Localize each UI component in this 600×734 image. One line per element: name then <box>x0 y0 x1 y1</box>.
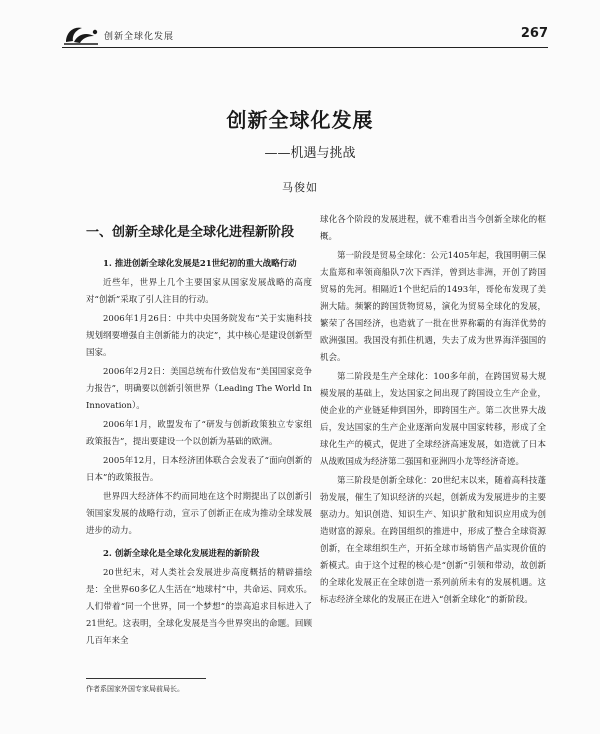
paragraph: 2006年1月26日：中共中央国务院发布“关于实施科技规划纲要增强自主创新能力的决定”，其中核心是建设创新型国家。 <box>86 314 312 358</box>
section-heading: 一、创新全球化是全球化进程新阶段 <box>86 225 295 240</box>
paragraph: 2005年12月，日本经济团体联合会发表了“面向创新的日本”的政策报告。 <box>86 456 312 483</box>
right-column <box>320 212 546 611</box>
left-column <box>86 212 312 652</box>
paragraph: 第三阶段是创新全球化：20世纪末以来，随着高科技蓬勃发展，催生了知识经济的兴起，创新成为发展进步的主要驱动力。知识创造、知识生产、知识扩散和知识应用成为创造财富的源泉。在跨国组织的推进中，形成了整合全球资源创新，在全球组织生产，开拓全球市场销售产品实现价值的新模式。由于这个过程的核心是“创新”引领和带动，故创新的全球化发展正在全球创造一系列前所未有的发展机遇。这标志经济全球化的发展正在进入“创新全球化”的新阶段。 <box>320 476 546 605</box>
article-author: 马俊如 <box>282 181 318 194</box>
page-header <box>62 24 548 46</box>
article-subtitle: ——机遇与挑战 <box>264 146 356 161</box>
page-number: 267 <box>520 26 548 41</box>
header-rule <box>62 47 548 48</box>
paragraph: 第二阶段是生产全球化：100多年前，在跨国贸易大规模发展的基础上，发达国家之间出现了跨国设立生产企业，使企业的产业链延伸到国外，即跨国生产。第二次世界大战后，发达国家的生产企业逐渐向发展中国家转移，形成了全球化生产的模式，促进了全球经济高速发展，如造就了日本从战败国成为经济第二强国和亚洲四小龙等经济奇迹。 <box>320 372 546 467</box>
subsection-heading-1: 1. 推进创新全球化发展是21世纪初的重大战略行动 <box>103 259 297 269</box>
subsection-heading-2: 2. 创新全球化是全球化发展进程的新阶段 <box>103 549 260 559</box>
paragraph: 第一阶段是贸易全球化：公元1405年起，我国明朝三保太监郑和率领商船队7次下西洋，曾到达非洲，开创了跨国贸易的先河。相隔近1个世纪后的1493年，哥伦布发现了美洲大陆。频繁的跨国货物贸易，演化为贸易全球化的发展，繁荣了各国经济，也造就了一批在世界称霸的有海洋优势的欧洲强国。我国没有抓住机遇，失去了成为世界海洋强国的机会。 <box>320 251 546 363</box>
paragraph: 2006年2月2日：美国总统布什致信发布“美国国家竞争力报告”，明确要以创新引领世界（Leading The World In Innovation）。 <box>86 367 312 411</box>
footnote: 作者系国家外国专家局前局长。 <box>86 685 184 693</box>
paragraph: 2006年1月，欧盟发布了“研发与创新政策独立专家组政策报告”，提出要建设一个以创新为基础的欧洲。 <box>86 420 312 447</box>
running-title: 创新全球化发展 <box>104 32 175 42</box>
paragraph: 世界四大经济体不约而同地在这个时期提出了以创新引领国家发展的战略行动，宣示了创新正在成为推动全球发展进步的动力。 <box>86 492 312 536</box>
journal-logo-icon <box>62 24 102 46</box>
paragraph: 球化各个阶段的发展进程，就不难看出当今创新全球化的框概。 <box>320 215 546 242</box>
paragraph: 20世纪末，对人类社会发展进步高度概括的精辟描绘是：全世界60多亿人生活在“地球村”中，共命运、同欢乐。人们带着“同一个世界，同一个梦想”的崇高追求目标进入了21世纪。这表明，全球化发展是当今世界突出的命题。回顾几百年来全 <box>86 568 312 646</box>
article-title: 创新全球化发展 <box>226 108 374 132</box>
paragraph: 近些年，世界上几个主要国家从国家发展战略的高度对“创新”采取了引人注目的行动。 <box>86 278 312 305</box>
footnote-rule <box>86 678 206 679</box>
